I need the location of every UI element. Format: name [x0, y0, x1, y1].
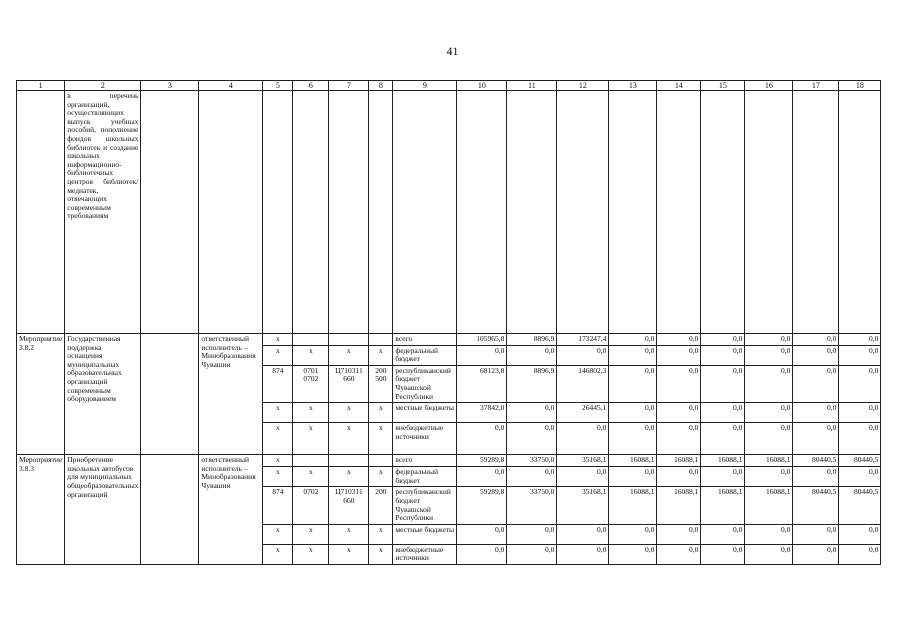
section-cell: x: [293, 467, 329, 487]
value-cell: 0,0: [793, 423, 839, 455]
value-cell: 0,0: [457, 345, 507, 365]
empty-cell: [141, 334, 199, 455]
value-cell: 0,0: [507, 403, 557, 423]
value-cell: 0,0: [657, 524, 701, 544]
value-cell: 8896,9: [507, 334, 557, 346]
col-header: 1: [17, 81, 65, 91]
value-cell: 0,0: [701, 365, 745, 402]
value-cell: 0,0: [793, 403, 839, 423]
value-cell: 0,0: [745, 544, 793, 564]
col-header: 4: [199, 81, 263, 91]
value-cell: 35168,1: [557, 455, 609, 467]
measure-name: Приобретение школьных автобусов для муниципальных общеобразовательных организаций: [65, 455, 141, 565]
col-header: 18: [839, 81, 881, 91]
value-cell: 59289,8: [457, 487, 507, 524]
value-cell: 0,0: [457, 524, 507, 544]
value-cell: 146802,3: [557, 365, 609, 402]
measure-label: Мероприятие 3.8.3: [17, 455, 65, 565]
funding-source: внебюджетные источники: [393, 544, 457, 564]
value-cell: 80440,5: [793, 455, 839, 467]
measure-3-8-3-group: [17, 455, 881, 565]
value-cell: 8896,9: [507, 365, 557, 402]
value-cell: 0,0: [557, 345, 609, 365]
value-cell: 0,0: [557, 524, 609, 544]
value-cell: 0,0: [701, 467, 745, 487]
value-cell: 0,0: [745, 334, 793, 346]
grbs-cell: x: [263, 524, 293, 544]
expense-type-cell: x: [369, 403, 393, 423]
value-cell: 173247,4: [557, 334, 609, 346]
col-header: 13: [609, 81, 657, 91]
expense-type-cell: [369, 334, 393, 346]
value-cell: 59289,8: [457, 455, 507, 467]
value-cell: 0,0: [701, 524, 745, 544]
expense-type-cell: x: [369, 544, 393, 564]
value-cell: 0,0: [701, 345, 745, 365]
value-cell: 0,0: [457, 423, 507, 455]
value-cell: 0,0: [609, 403, 657, 423]
value-cell: 0,0: [745, 403, 793, 423]
section-cell: x: [293, 524, 329, 544]
col-header: 7: [329, 81, 369, 91]
section-cell: [293, 455, 329, 467]
empty-cell: [141, 455, 199, 565]
measure-label: Мероприятие 3.8.2: [17, 334, 65, 455]
col-header: 6: [293, 81, 329, 91]
value-cell: 0,0: [657, 334, 701, 346]
value-cell: 0,0: [839, 345, 881, 365]
col-header: 2: [65, 81, 141, 91]
continuation-text: в перечень организаций, осуществляющих выпуск учебных пособий, пополнение фондов школьных библиотек и создание школьных информационно-библиотечных центров библиотек/ медиатек, отвечающих современным требованиям: [65, 91, 141, 334]
value-cell: 0,0: [507, 345, 557, 365]
value-cell: 16088,1: [657, 487, 701, 524]
value-cell: 0,0: [745, 423, 793, 455]
measure-executor: ответственный исполнитель – Минобразования Чувашии: [199, 334, 263, 455]
target-code-cell: Ц710311 660: [329, 487, 369, 524]
value-cell: 0,0: [839, 403, 881, 423]
value-cell: 0,0: [657, 365, 701, 402]
expense-type-cell: x: [369, 345, 393, 365]
expense-type-cell: 200: [369, 487, 393, 524]
measure-row: [17, 455, 881, 467]
section-cell: x: [293, 403, 329, 423]
value-cell: 80440,5: [839, 487, 881, 524]
grbs-cell: 874: [263, 487, 293, 524]
value-cell: 35168,1: [557, 487, 609, 524]
measure-3-8-2-group: [17, 334, 881, 455]
value-cell: 0,0: [839, 467, 881, 487]
value-cell: 0,0: [839, 524, 881, 544]
funding-source: республиканский бюджет Чувашской Республики: [393, 487, 457, 524]
value-cell: 0,0: [507, 423, 557, 455]
value-cell: 0,0: [609, 467, 657, 487]
expense-type-cell: x: [369, 467, 393, 487]
target-code-cell: [329, 334, 369, 346]
value-cell: 0,0: [793, 345, 839, 365]
target-code-cell: Ц710311 660: [329, 365, 369, 402]
funding-source: федеральный бюджет: [393, 345, 457, 365]
value-cell: 0,0: [839, 365, 881, 402]
grbs-cell: x: [263, 467, 293, 487]
value-cell: 0,0: [793, 544, 839, 564]
value-cell: 0,0: [745, 467, 793, 487]
value-cell: 16088,1: [609, 455, 657, 467]
value-cell: 16088,1: [701, 455, 745, 467]
grbs-cell: x: [263, 423, 293, 455]
funding-source: республиканский бюджет Чувашской Республики: [393, 365, 457, 402]
col-header: 3: [141, 81, 199, 91]
col-header: 14: [657, 81, 701, 91]
measure-row: [17, 334, 881, 346]
target-code-cell: x: [329, 423, 369, 455]
funding-source: местные бюджеты: [393, 403, 457, 423]
section-cell: x: [293, 423, 329, 455]
col-header: 16: [745, 81, 793, 91]
value-cell: 0,0: [745, 365, 793, 402]
value-cell: 0,0: [745, 524, 793, 544]
value-cell: 0,0: [701, 334, 745, 346]
section-cell: 0702: [293, 487, 329, 524]
value-cell: 0,0: [657, 403, 701, 423]
value-cell: 0,0: [839, 544, 881, 564]
value-cell: 0,0: [609, 544, 657, 564]
target-code-cell: x: [329, 345, 369, 365]
value-cell: 0,0: [609, 345, 657, 365]
target-code-cell: [329, 455, 369, 467]
value-cell: 0,0: [657, 345, 701, 365]
funding-source: федеральный бюджет: [393, 467, 457, 487]
value-cell: 0,0: [557, 467, 609, 487]
value-cell: 0,0: [657, 544, 701, 564]
funding-source: местные бюджеты: [393, 524, 457, 544]
value-cell: 0,0: [701, 423, 745, 455]
value-cell: 0,0: [793, 334, 839, 346]
value-cell: 68123,8: [457, 365, 507, 402]
budget-table: [16, 80, 881, 565]
value-cell: 0,0: [745, 345, 793, 365]
target-code-cell: x: [329, 403, 369, 423]
target-code-cell: x: [329, 524, 369, 544]
grbs-cell: 874: [263, 365, 293, 402]
value-cell: 0,0: [793, 365, 839, 402]
funding-source: всего: [393, 455, 457, 467]
target-code-cell: x: [329, 467, 369, 487]
value-cell: 0,0: [507, 544, 557, 564]
grbs-cell: x: [263, 345, 293, 365]
value-cell: 0,0: [609, 365, 657, 402]
section-cell: [293, 334, 329, 346]
value-cell: 0,0: [557, 544, 609, 564]
value-cell: 0,0: [793, 467, 839, 487]
section-cell: x: [293, 544, 329, 564]
value-cell: 105965,8: [457, 334, 507, 346]
col-header: 11: [507, 81, 557, 91]
value-cell: 0,0: [701, 544, 745, 564]
grbs-cell: x: [263, 455, 293, 467]
col-header: 10: [457, 81, 507, 91]
value-cell: 0,0: [839, 334, 881, 346]
value-cell: 0,0: [457, 467, 507, 487]
value-cell: 80440,5: [793, 487, 839, 524]
value-cell: 0,0: [701, 403, 745, 423]
value-cell: 0,0: [839, 423, 881, 455]
value-cell: 80440,5: [839, 455, 881, 467]
col-header: 15: [701, 81, 745, 91]
grbs-cell: x: [263, 544, 293, 564]
funding-source: всего: [393, 334, 457, 346]
header-row: [17, 81, 881, 91]
measure-name: Государственная поддержка оснащения муниципальных образовательных организаций современным оборудованием: [65, 334, 141, 455]
value-cell: 16088,1: [657, 455, 701, 467]
value-cell: 26445,1: [557, 403, 609, 423]
value-cell: 0,0: [609, 524, 657, 544]
value-cell: 0,0: [793, 524, 839, 544]
continuation-row: [17, 91, 881, 334]
value-cell: 0,0: [657, 467, 701, 487]
col-header: 5: [263, 81, 293, 91]
col-header: 12: [557, 81, 609, 91]
col-header: 17: [793, 81, 839, 91]
measure-executor: ответственный исполнитель – Минобразования Чувашии: [199, 455, 263, 565]
value-cell: 16088,1: [745, 487, 793, 524]
value-cell: 16088,1: [745, 455, 793, 467]
page-number: 41: [446, 44, 459, 58]
value-cell: 0,0: [507, 524, 557, 544]
value-cell: 0,0: [507, 467, 557, 487]
value-cell: 0,0: [557, 423, 609, 455]
value-cell: 0,0: [657, 423, 701, 455]
expense-type-cell: x: [369, 524, 393, 544]
expense-type-cell: [369, 455, 393, 467]
value-cell: 0,0: [457, 544, 507, 564]
grbs-cell: x: [263, 403, 293, 423]
value-cell: 37842,0: [457, 403, 507, 423]
section-cell: x: [293, 345, 329, 365]
col-header: 8: [369, 81, 393, 91]
section-cell: 0701 0702: [293, 365, 329, 402]
funding-source: внебюджетные источники: [393, 423, 457, 455]
target-code-cell: x: [329, 544, 369, 564]
expense-type-cell: 200 500: [369, 365, 393, 402]
value-cell: 0,0: [609, 423, 657, 455]
value-cell: 16088,1: [609, 487, 657, 524]
expense-type-cell: x: [369, 423, 393, 455]
col-header: 9: [393, 81, 457, 91]
value-cell: 0,0: [609, 334, 657, 346]
value-cell: 16088,1: [701, 487, 745, 524]
grbs-cell: x: [263, 334, 293, 346]
value-cell: 33750,0: [507, 487, 557, 524]
value-cell: 33750,0: [507, 455, 557, 467]
